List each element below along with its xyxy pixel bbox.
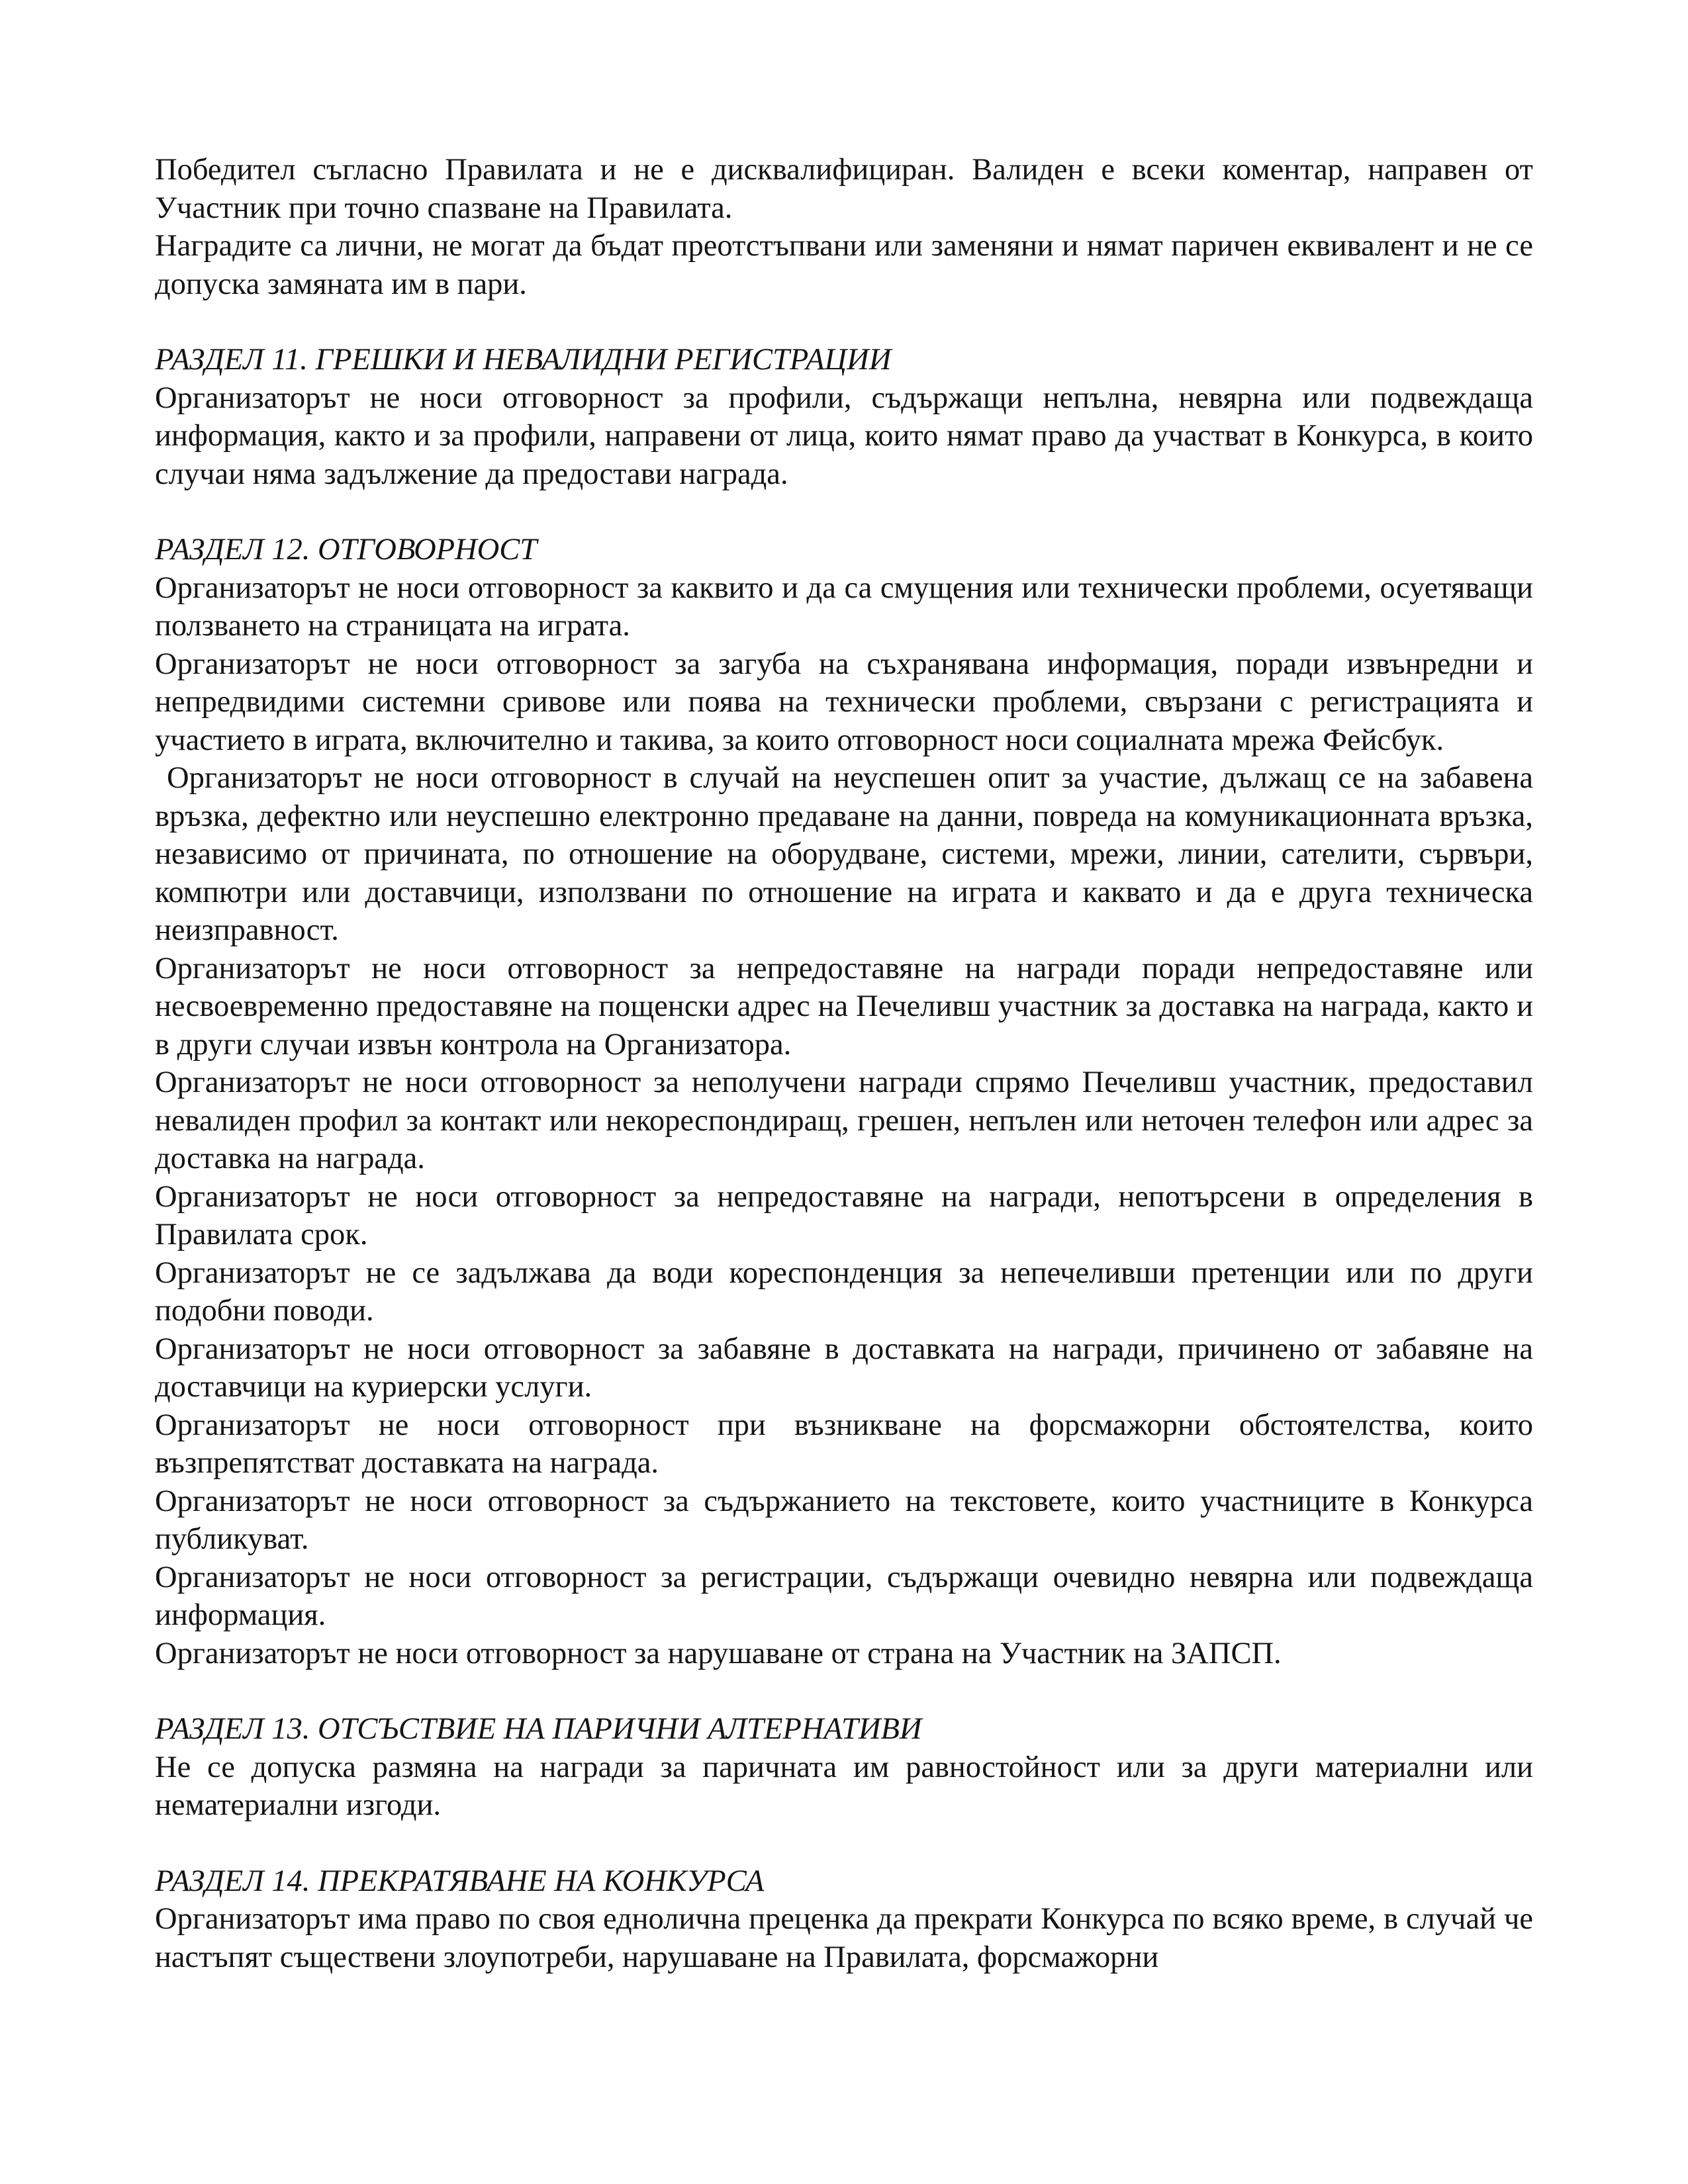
section-paragraph: Организаторът не носи отговорност в случай на неуспешен опит за участие, дължащ се на забавена връзка, дефектно или неуспешно електронно предаване на данни, повреда на комуникационната връзка, независимо от причината, по отношение на оборудване, системи, мрежи, линии, сателити, сървъри, компютри или доставчици, използвани по отношение на играта и каквато и да е друга техническа неизправност. [155,761,1533,947]
section-paragraph: Не се допуска размяна на награди за паричната им равностойност или за други материални или нематериални изгоди. [155,1750,1533,1822]
section-heading: РАЗДЕЛ 11. ГРЕШКИ И НЕВАЛИДНИ РЕГИСТРАЦИИ [155,343,892,377]
section-paragraph: Организаторът не носи отговорност при възникване на форсмажорни обстоятелства, които възпрепятстват доставката на награда. [155,1408,1533,1480]
section-paragraph: Организаторът не се задължава да води кореспонденция за непечеливши претенции или по други подобни поводи. [155,1255,1533,1328]
section-heading: РАЗДЕЛ 13. ОТСЪСТВИЕ НА ПАРИЧНИ АЛТЕРНАТИВИ [155,1712,922,1746]
section-paragraph: Организаторът не носи отговорност за забавяне в доставката на награди, причинено от забавяне на доставчици на куриерски услуги. [155,1332,1533,1404]
intro-paragraph: Наградите са лични, не могат да бъдат преотстъпвани или заменяни и нямат паричен еквивалент и не се допуска замяната им в пари. [155,229,1533,301]
section-paragraph: Организаторът не носи отговорност за загуба на съхранявана информация, поради извънредни и непредвидими системни сривове или поява на технически проблеми, свързани с регистрацията и участието в играта, включително и такива, за които отговорност носи социалната мрежа Фейсбук. [155,647,1533,757]
section-paragraph: Организаторът не носи отговорност за регистрации, съдържащи очевидно невярна или подвеждаща информация. [155,1560,1533,1632]
section-heading: РАЗДЕЛ 14. ПРЕКРАТЯВАНЕ НА КОНКУРСА [155,1864,765,1898]
section-paragraph: Организаторът има право по своя еднолична преценка да прекрати Конкурса по всяко време, в случай че настъпят съществени злоупотреби, нарушаване на Правилата, форсмажорни [155,1902,1533,1974]
section-paragraph: Организаторът не носи отговорност за профили, съдържащи непълна, невярна или подвеждаща информация, както и за профили, направени от лица, които нямат право да участват в Конкурса, в които случаи няма задължение да предостави награда. [155,381,1533,491]
section-paragraph: Организаторът не носи отговорност за съдържанието на текстовете, които участниците в Конкурса публикуват. [155,1484,1533,1556]
intro-paragraph: Победител съгласно Правилата и не е дисквалифициран. Валиден е всеки коментар, направен от Участник при точно спазване на Правилата. [155,153,1533,225]
section-heading: РАЗДЕЛ 12. ОТГОВОРНОСТ [155,533,538,567]
section-paragraph: Организаторът не носи отговорност за непредоставяне на награди, непотърсени в определения в Правилата срок. [155,1179,1533,1251]
document-page [155,151,1533,1976]
section-paragraph: Организаторът не носи отговорност за неполучени награди спрямо Печеливш участник, предоставил невалиден профил за контакт или некореспондиращ, грешен, непълен или неточен телефон или адрес за доставка на награда. [155,1066,1533,1175]
section-paragraph: Организаторът не носи отговорност за непредоставяне на награди поради непредоставяне или несвоевременно предоставяне на пощенски адрес на Печеливш участник за доставка на награда, както и в други случаи извън контрола на Организатора. [155,951,1533,1062]
section-paragraph: Организаторът не носи отговорност за нарушаване от страна на Участник на ЗАПСП. [155,1636,1282,1670]
section-paragraph: Организаторът не носи отговорност за каквито и да са смущения или технически проблеми, осуетяващи ползването на страницата на играта. [155,570,1533,643]
